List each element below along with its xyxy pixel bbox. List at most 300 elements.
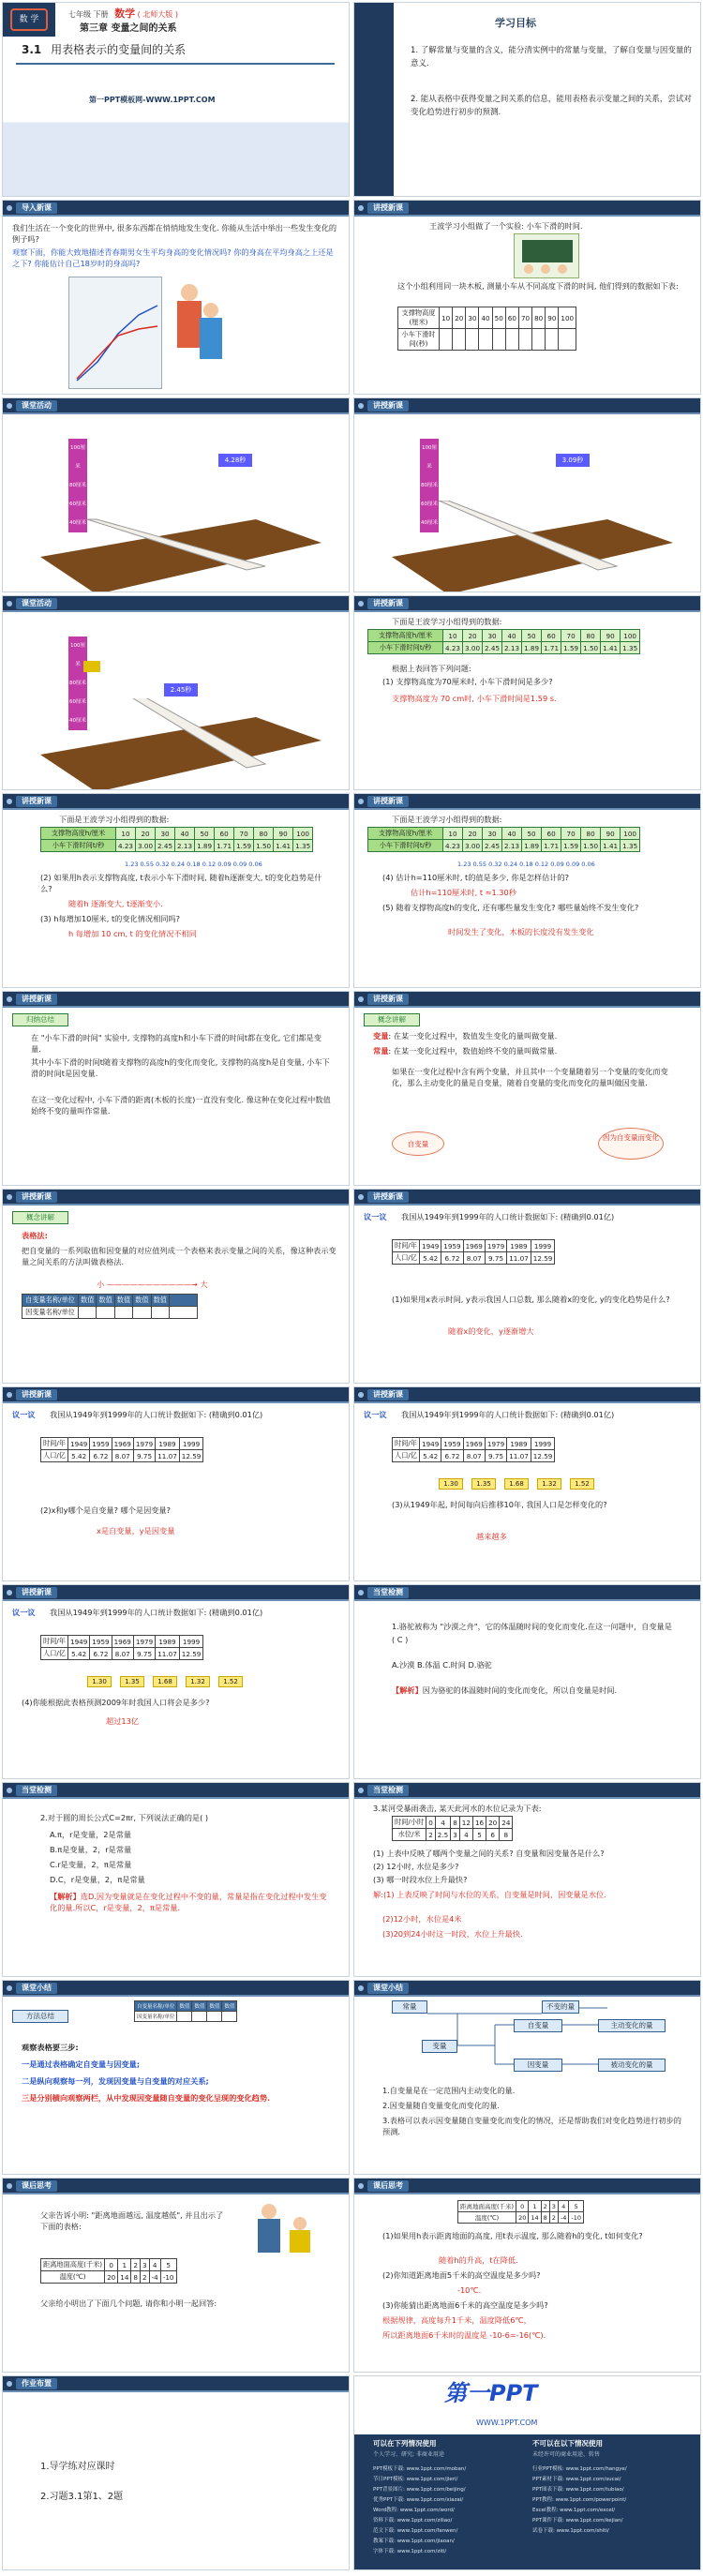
- slide-19-quiz[interactable]: [2, 1782, 350, 1977]
- population-question: 我国从1949年到1999年的人口统计数据如下: (精确到0.01亿): [50, 1410, 263, 1419]
- slide-4-experiment[interactable]: [353, 200, 701, 395]
- table-cell: 1.41: [601, 840, 621, 852]
- question-3: (3)从1949年起, 时间每向后推移10年, 我国人口是怎样变化的?: [392, 1500, 607, 1509]
- table-cell: 60: [505, 307, 518, 329]
- table-cell: 12.59: [179, 1648, 203, 1660]
- credit-link[interactable]: PPT背景图片: www.1ppt.com/beijing/: [373, 2487, 466, 2493]
- table-cell: 1959: [90, 1438, 112, 1450]
- table-cell: 数值: [79, 1295, 97, 1307]
- step-3: 三是分别横向观察两栏，从中发现因变量随自变量的变化呈现的变化趋势.: [22, 2093, 271, 2103]
- bullet-icon: [7, 799, 12, 804]
- slide-header: [3, 1981, 349, 1997]
- bullet-icon: [358, 1985, 364, 1991]
- homework-1: 1.导学练对应课时: [40, 2462, 115, 2472]
- slide-24-think[interactable]: [353, 2178, 701, 2373]
- table-cell: 2.13: [502, 642, 522, 654]
- slide-26-credits[interactable]: [353, 2375, 701, 2570]
- blackboard-icon: [522, 240, 573, 262]
- diff-badge: 1.30: [439, 1478, 463, 1490]
- row-header: 水位/米: [393, 1829, 426, 1841]
- bullet-icon: [7, 1788, 12, 1793]
- table-cell: 100: [559, 307, 576, 329]
- bullet-icon: [358, 1788, 364, 1793]
- row-header: 小车下滑时间(秒): [398, 329, 440, 351]
- connector-lines: [562, 2025, 598, 2064]
- answer-1: 解:(1) 上表反映了时间与水位的关系，自变量是时间，因变量是水位.: [373, 1890, 606, 1899]
- credit-link[interactable]: PPT模板下载: www.1ppt.com/moban/: [373, 2466, 467, 2472]
- header-tag: 讲授新课: [367, 202, 409, 214]
- table-cell: 0: [426, 1817, 436, 1829]
- table-cell: 8.07: [112, 1450, 133, 1462]
- table-cell: 60: [215, 828, 234, 840]
- table-cell: 8: [500, 1829, 513, 1841]
- summary-1: 1.自变量是在一定范围内主动变化的量.: [382, 2086, 516, 2095]
- analysis-text: 因为骆驼的体温随时间的变化而变化，所以自变量是时间.: [422, 1685, 618, 1695]
- ramp-svg: [40, 698, 322, 790]
- slide-18-quiz[interactable]: [353, 1584, 701, 1779]
- slide-12-concepts[interactable]: [353, 991, 701, 1186]
- table-cell: 2: [549, 2212, 558, 2224]
- table-cell: 1949: [68, 1438, 90, 1450]
- cover-badge: [3, 3, 55, 37]
- table-cell: 数值: [97, 1295, 114, 1307]
- slide-22-mindmap[interactable]: [353, 1980, 701, 2175]
- answer-3b: 所以距离地面6千米时的温度是 -10-6=-16(℃).: [382, 2330, 546, 2340]
- diff-row: 1.23 0.55 0.32 0.24 0.18 0.12 0.09 0.09 0.06: [457, 861, 595, 868]
- slide-15-population[interactable]: [2, 1386, 350, 1581]
- table-cell: 1959: [441, 1438, 463, 1450]
- header-tag: 课堂活动: [16, 598, 57, 609]
- header-tag: 讲授新课: [367, 400, 409, 412]
- table-cell: 数值: [192, 2001, 207, 2012]
- table-cell: 1.41: [601, 642, 621, 654]
- analysis-label: 【解析】: [392, 1685, 423, 1695]
- table-row: [41, 828, 313, 840]
- table-cell: 20: [453, 307, 466, 329]
- table-cell: 10: [443, 828, 463, 840]
- credit-link[interactable]: 资料下载: www.1ppt.com/ziliao/: [373, 2518, 453, 2524]
- header-tag: 当堂检测: [367, 1587, 409, 1598]
- table-cell: 70: [561, 630, 581, 642]
- row-header: 因变量名称/单位: [22, 1307, 79, 1319]
- table-cell: 5.42: [420, 1252, 441, 1265]
- child-head-icon: [203, 303, 218, 318]
- answer-2: (2)12小时，水位是4米: [382, 1914, 462, 1924]
- table-cell: 2.45: [483, 840, 502, 852]
- table-cell: 50: [492, 307, 505, 329]
- child-body-icon: [177, 301, 202, 348]
- brand-url: WWW.1PPT.COM: [476, 2419, 538, 2427]
- row-header: 人口/亿: [393, 1450, 420, 1462]
- ramp-svg: [392, 501, 673, 592]
- bullet-icon: [358, 1194, 364, 1200]
- table-cell: 1.59: [561, 840, 581, 852]
- independent-bubble: 自变量: [392, 1131, 444, 1156]
- answer-3: (3)20到24小时这一时段，水位上升最快.: [382, 1929, 523, 1939]
- table-cell: 50: [522, 630, 542, 642]
- table-cell: 数值: [133, 1295, 151, 1307]
- table-cell: 8: [541, 2212, 549, 2224]
- table-row: [393, 1817, 513, 1829]
- cover-chapter: 第三章 变量之间的关系: [80, 23, 177, 34]
- option-b: B.π是变量，2，r是常量: [50, 1845, 132, 1854]
- bullet-icon: [358, 2183, 364, 2189]
- table-cell: 1.35: [621, 642, 640, 654]
- table-cell: 1969: [112, 1636, 133, 1648]
- right-title: 不可以在以下情况使用: [532, 2439, 603, 2448]
- experiment-desc: 这个小组利用同一块木板, 测量小车从不同高度下滑的时间, 他们得到的数据如下表:: [397, 281, 679, 291]
- credit-link[interactable]: Excel教程: www.1ppt.com/excel/: [532, 2508, 616, 2513]
- slide-11-summary[interactable]: [2, 991, 350, 1186]
- population-table: [40, 1635, 203, 1660]
- row-header: 支撑物高度(厘米): [398, 307, 440, 329]
- table-cell: 数值: [207, 2001, 222, 2012]
- table-cell: 1969: [463, 1240, 485, 1252]
- table-cell: 20: [136, 828, 156, 840]
- question-5: (5) 随着支撑物高度h的变化, 还有哪些量发生变化? 哪些量始终不发生变化?: [382, 903, 639, 912]
- constant-note: 不变的量: [542, 2000, 579, 2014]
- table-row: [41, 2259, 177, 2271]
- row-header: 人口/亿: [41, 1648, 68, 1660]
- bullet-icon: [358, 205, 364, 211]
- slide-2-goals[interactable]: [353, 2, 701, 197]
- credit-link[interactable]: 行业PPT模板: www.1ppt.com/hangye/: [532, 2466, 627, 2472]
- table-cell: 1.50: [254, 840, 274, 852]
- family-illustration: [256, 2200, 322, 2256]
- discuss-label: 议一议: [364, 1212, 387, 1221]
- table-cell: 16: [472, 1817, 486, 1829]
- credit-link[interactable]: 优秀PPT下载: www.1ppt.com/xiazai/: [373, 2497, 464, 2503]
- mini-table: [134, 2000, 237, 2022]
- cover-grade: 七年级 下册: [68, 10, 109, 19]
- table-cell: 70: [234, 828, 254, 840]
- father-head-icon: [262, 2204, 277, 2219]
- slide-20-quiz[interactable]: [353, 1782, 701, 1977]
- diff-badge: 1.52: [218, 1676, 243, 1687]
- slide-header: [354, 1981, 700, 1997]
- bullet-icon: [7, 1194, 12, 1200]
- altitude-table: [457, 2200, 584, 2224]
- slide-header: [354, 2179, 700, 2194]
- table-cell: 1.41: [274, 840, 293, 852]
- header-tag: 讲授新课: [16, 1389, 57, 1400]
- table-cell: 8: [451, 1817, 460, 1829]
- table-row: [41, 1450, 203, 1462]
- table-cell: 20: [463, 828, 483, 840]
- quiz-question: 2.对于圆的周长公式C=2πr, 下列说法正确的是( ): [40, 1813, 209, 1822]
- slide-14-population[interactable]: [353, 1189, 701, 1384]
- timer-display: 4.28秒: [218, 454, 252, 467]
- header-tag: 讲授新课: [367, 1389, 409, 1400]
- table-cell: 6.72: [441, 1450, 463, 1462]
- slide-header: [354, 1387, 700, 1403]
- ramp-svg: [40, 501, 322, 592]
- table-row: [393, 1438, 555, 1450]
- table-cell: 12.59: [179, 1450, 203, 1462]
- table-cell: 10: [116, 828, 136, 840]
- table-cell: 1999: [179, 1438, 203, 1450]
- arrow-right-icon: ———————————→: [106, 1280, 201, 1289]
- independent-note: 主动变化的量: [598, 2019, 666, 2032]
- template-table: [22, 1294, 198, 1319]
- slide-7-ramp[interactable]: [2, 595, 350, 790]
- diff-badge: 1.32: [537, 1478, 561, 1490]
- table-cell: 14: [529, 2212, 541, 2224]
- slide-header: [354, 1585, 700, 1601]
- table-cell: 5: [160, 2259, 176, 2271]
- scale-label: 40厘米: [421, 520, 438, 526]
- question-3: (3) h每增加10厘米, t的变化情况相同吗?: [40, 914, 181, 923]
- slide-21-method[interactable]: [2, 1980, 350, 2175]
- analysis-label: 【解析】: [50, 1892, 81, 1901]
- table-cell: 2.13: [175, 840, 195, 852]
- header-tag: 课堂小结: [367, 1983, 409, 1994]
- row-header: 时间/年: [41, 1438, 68, 1450]
- dependent-node: 因变量: [514, 2059, 562, 2072]
- table-cell: 6: [486, 1829, 500, 1841]
- table-top-icon: [40, 519, 322, 592]
- cover-edition: ( 北师大版 ): [137, 10, 178, 19]
- credit-link[interactable]: PPT图表下载: www.1ppt.com/tubiao/: [532, 2487, 624, 2493]
- table-cell: 8: [131, 2271, 141, 2284]
- question-2: (2) 12小时, 水位是多少?: [373, 1862, 459, 1871]
- slide-header: [354, 201, 700, 217]
- table-cell: 5.42: [420, 1450, 441, 1462]
- summary-2: 2.因变量随自变量变化而变化的量.: [382, 2101, 501, 2110]
- goals-heading: 学习目标: [495, 17, 536, 29]
- table-cell: 4: [459, 1829, 472, 1841]
- table-cell: 5.42: [68, 1450, 90, 1462]
- slide-25-homework[interactable]: [2, 2375, 350, 2570]
- think-prompt: 父亲给小明出了下面几个问题, 请你和小明一起回答:: [40, 2299, 217, 2308]
- scale-label: 20厘米: [69, 539, 86, 545]
- table-cell: 4: [149, 2259, 160, 2271]
- header-tag: 讲授新课: [367, 1191, 409, 1203]
- cover-subject: 数学: [114, 7, 136, 20]
- step-2: 二是纵向观察每一列，发现因变量与自变量的对应关系;: [22, 2076, 209, 2086]
- header-tag: 课后思考: [367, 2180, 409, 2192]
- table-cell: 12.59: [531, 1450, 555, 1462]
- table-cell: 12.59: [531, 1252, 555, 1265]
- student-icon: [558, 264, 567, 274]
- row-header: 自变量名称/单位: [135, 2001, 177, 2012]
- slide-23-think[interactable]: [2, 2178, 350, 2373]
- table-cell: 数值: [177, 2001, 192, 2012]
- table-cell: 6.72: [90, 1450, 112, 1462]
- arrow-right-label: 大: [200, 1280, 208, 1289]
- right-sub: 未经许可的商业用途、转售: [532, 2451, 601, 2458]
- table-row: [22, 1295, 198, 1307]
- table-cell: 70: [561, 828, 581, 840]
- row-header: 支撑物高度h/厘米: [41, 828, 116, 840]
- table-cell: 80: [581, 828, 601, 840]
- credit-link[interactable]: Word教程: www.1ppt.com/word/: [373, 2508, 455, 2513]
- credit-link[interactable]: 教案下载: www.1ppt.com/jiaoan/: [373, 2539, 455, 2544]
- table-cell: 30: [483, 828, 502, 840]
- classroom-illustration: [514, 233, 579, 278]
- table-cell: 1.89: [522, 840, 542, 852]
- credit-link[interactable]: 范文下载: www.1ppt.com/fanwen/: [373, 2528, 458, 2534]
- table-cell: 1.89: [195, 840, 215, 852]
- question-4: (4)你能根据此表格预测2009年时我国人口将会是多少?: [22, 1698, 210, 1707]
- table-cell: 1989: [156, 1636, 180, 1648]
- scale-label: 80厘米: [69, 483, 86, 488]
- table-cell: 2.45: [483, 642, 502, 654]
- row-header: 支撑物高度h/厘米: [368, 828, 443, 840]
- diff-row: 1.23 0.55 0.32 0.24 0.18 0.12 0.09 0.09 0.06: [125, 861, 262, 868]
- left-sub: 个人学习、研究; 非商业用途: [373, 2451, 444, 2458]
- row-header: 距离地面高度(千米): [458, 2201, 516, 2212]
- father-body-icon: [258, 2219, 280, 2253]
- slide-16-population[interactable]: [353, 1386, 701, 1581]
- table-cell: 1989: [156, 1438, 180, 1450]
- header-tag: 讲授新课: [367, 796, 409, 807]
- row-header: 时间/年: [41, 1636, 68, 1648]
- table-row: [41, 2271, 177, 2284]
- experiment-table: [397, 307, 576, 351]
- data-intro: 下面是王波学习小组得到的数据:: [59, 815, 170, 824]
- credit-link[interactable]: 字体下载: www.1ppt.com/ziti/: [373, 2549, 447, 2554]
- child-head-icon: [181, 284, 198, 301]
- left-title: 可以在下列情况使用: [373, 2439, 437, 2448]
- table-cell: 50: [522, 828, 542, 840]
- answer-2: -10℃.: [457, 2285, 482, 2295]
- variable-label: 变量: [373, 1031, 389, 1041]
- table-cell: -4: [558, 2212, 568, 2224]
- credit-link[interactable]: PPT课件下载: www.1ppt.com/kejian/: [532, 2518, 623, 2524]
- variable-node: 常量: [392, 2000, 427, 2014]
- table-cell: 1: [118, 2259, 131, 2271]
- population-question: 我国从1949年到1999年的人口统计数据如下: (精确到0.01亿): [50, 1608, 263, 1617]
- section-label: 概念讲解: [364, 1013, 420, 1026]
- bullet-icon: [7, 601, 12, 607]
- question-4: (4) 估计h=110厘米时, t的值是多少, 你是怎样估计的?: [382, 873, 570, 882]
- steps-title: 观察表格要三步:: [22, 2043, 79, 2052]
- bullet-icon: [7, 403, 12, 409]
- scale-label: 80厘米: [421, 483, 438, 488]
- slide-9-data[interactable]: [2, 793, 350, 988]
- independent-node: 自变量: [514, 2019, 562, 2032]
- bullet-icon: [7, 2183, 12, 2189]
- table-row: [368, 642, 640, 654]
- table-cell: 14: [118, 2271, 131, 2284]
- slide-header: [3, 992, 349, 1008]
- chart-line-boys: [77, 306, 157, 381]
- slide-1-cover[interactable]: [2, 2, 350, 197]
- height-chart: [68, 277, 162, 389]
- slide-3-intro[interactable]: [2, 200, 350, 395]
- slide-header: [3, 596, 349, 612]
- toy-car-icon: [83, 661, 100, 672]
- table-cell: 90: [274, 828, 293, 840]
- table-cell: 12: [459, 1817, 472, 1829]
- table-cell: -4: [149, 2271, 160, 2284]
- header-tag: 讲授新课: [16, 796, 57, 807]
- water-table: [392, 1816, 513, 1841]
- table-cell: 80: [532, 307, 546, 329]
- credit-link[interactable]: 节日PPT模板: www.1ppt.com/jieri/: [373, 2477, 458, 2482]
- table-cell: 1.50: [581, 642, 601, 654]
- table-cell: 1969: [112, 1438, 133, 1450]
- table-cell: 1979: [133, 1636, 155, 1648]
- variable-def: : 在某一变化过程中，数值发生变化的量叫做变量.: [388, 1031, 558, 1041]
- child-body-icon: [200, 318, 222, 359]
- bullet-icon: [7, 996, 12, 1002]
- table-cell: 4.23: [443, 840, 463, 852]
- slide-header: [3, 398, 349, 414]
- row-header: 人口/亿: [393, 1252, 420, 1265]
- think-intro: 父亲告诉小明: "距离地面越远, 温度越低", 并且出示了下面的表格:: [40, 2210, 224, 2231]
- summary-p1: 在 "小车下滑的时间" 实验中, 支撑物的高度h和小车下滑的时间t都在变化, 它们都是变量.: [31, 1033, 322, 1054]
- bullet-icon: [358, 403, 364, 409]
- table-cell: 70: [518, 307, 531, 329]
- table-cell: 4: [558, 2201, 568, 2212]
- population-table: [392, 1239, 555, 1265]
- table-cell: 1989: [507, 1438, 531, 1450]
- table-cell: 3.00: [136, 840, 156, 852]
- credit-link[interactable]: PPT教程: www.1ppt.com/powerpoint/: [532, 2497, 627, 2503]
- table-cell: 1.59: [234, 840, 254, 852]
- table-cell: 100: [293, 828, 313, 840]
- header-tag: 导入新课: [16, 202, 57, 214]
- table-cell: 90: [601, 630, 621, 642]
- table-row: [41, 1648, 203, 1660]
- diff-badge: 1.35: [120, 1676, 144, 1687]
- timer-display: 2.45秒: [164, 683, 198, 696]
- slide-8-data[interactable]: [353, 595, 701, 790]
- diff-badge: 1.68: [153, 1676, 177, 1687]
- answer-4: 估计h=110厘米时, t ≈1.30秒: [411, 888, 516, 897]
- diff-badge: 1.35: [471, 1478, 496, 1490]
- slide-10-data[interactable]: [353, 793, 701, 988]
- table-cell: 90: [601, 828, 621, 840]
- height-time-table: [367, 827, 640, 852]
- table-cell: 40: [502, 630, 522, 642]
- slide-header: [354, 1190, 700, 1206]
- slide-6-ramp[interactable]: [353, 397, 701, 592]
- section-label: 归纳总结: [12, 1013, 68, 1026]
- discuss-label: 议一议: [12, 1410, 36, 1419]
- table-cell: 2: [141, 2271, 150, 2284]
- slide-13-table-method[interactable]: [2, 1189, 350, 1384]
- option-a: A.π，r是变量，2是常量: [50, 1830, 132, 1839]
- table-cell: 60: [542, 828, 561, 840]
- bullet-icon: [7, 2381, 12, 2387]
- table-cell: 40: [175, 828, 195, 840]
- table-cell: 1949: [68, 1636, 90, 1648]
- summary-p2: 其中小车下滑的时间t随着支撑物的高度h的变化而变化, 支撑物的高度h是自变量, 小车下滑的时间t是因变量.: [31, 1057, 330, 1078]
- quiz-question: 1.骆驼被称为 "沙漠之舟"，它的体温随时间的变化而变化.在这一问题中，自变量是( C ): [392, 1622, 672, 1644]
- table-cell: 5.42: [68, 1648, 90, 1660]
- option-c: C.r是变量，2，π是常量: [50, 1860, 132, 1869]
- table-row: [393, 1252, 555, 1265]
- table-cell: 1949: [420, 1240, 441, 1252]
- row-header: 自变量名称/单位: [22, 1295, 79, 1307]
- scale-label: 60厘米: [69, 502, 86, 507]
- table-row: [398, 307, 576, 329]
- section-label: 概念讲解: [12, 1211, 68, 1224]
- table-row: [393, 1450, 555, 1462]
- table-cell: 0: [105, 2259, 118, 2271]
- scale-label: 40厘米: [69, 718, 86, 724]
- answer-3: 越来越多: [476, 1532, 507, 1541]
- slide-17-population[interactable]: [2, 1584, 350, 1779]
- question-2: (2)x和y哪个是自变量? 哪个是因变量?: [40, 1505, 172, 1515]
- credit-link[interactable]: PPT素材下载: www.1ppt.com/sucai/: [532, 2477, 621, 2482]
- dependent-note: 被动变化的量: [598, 2059, 666, 2072]
- credit-link[interactable]: 试卷下载: www.1ppt.com/shiti/: [532, 2528, 609, 2534]
- slide-5-ramp[interactable]: [2, 397, 350, 592]
